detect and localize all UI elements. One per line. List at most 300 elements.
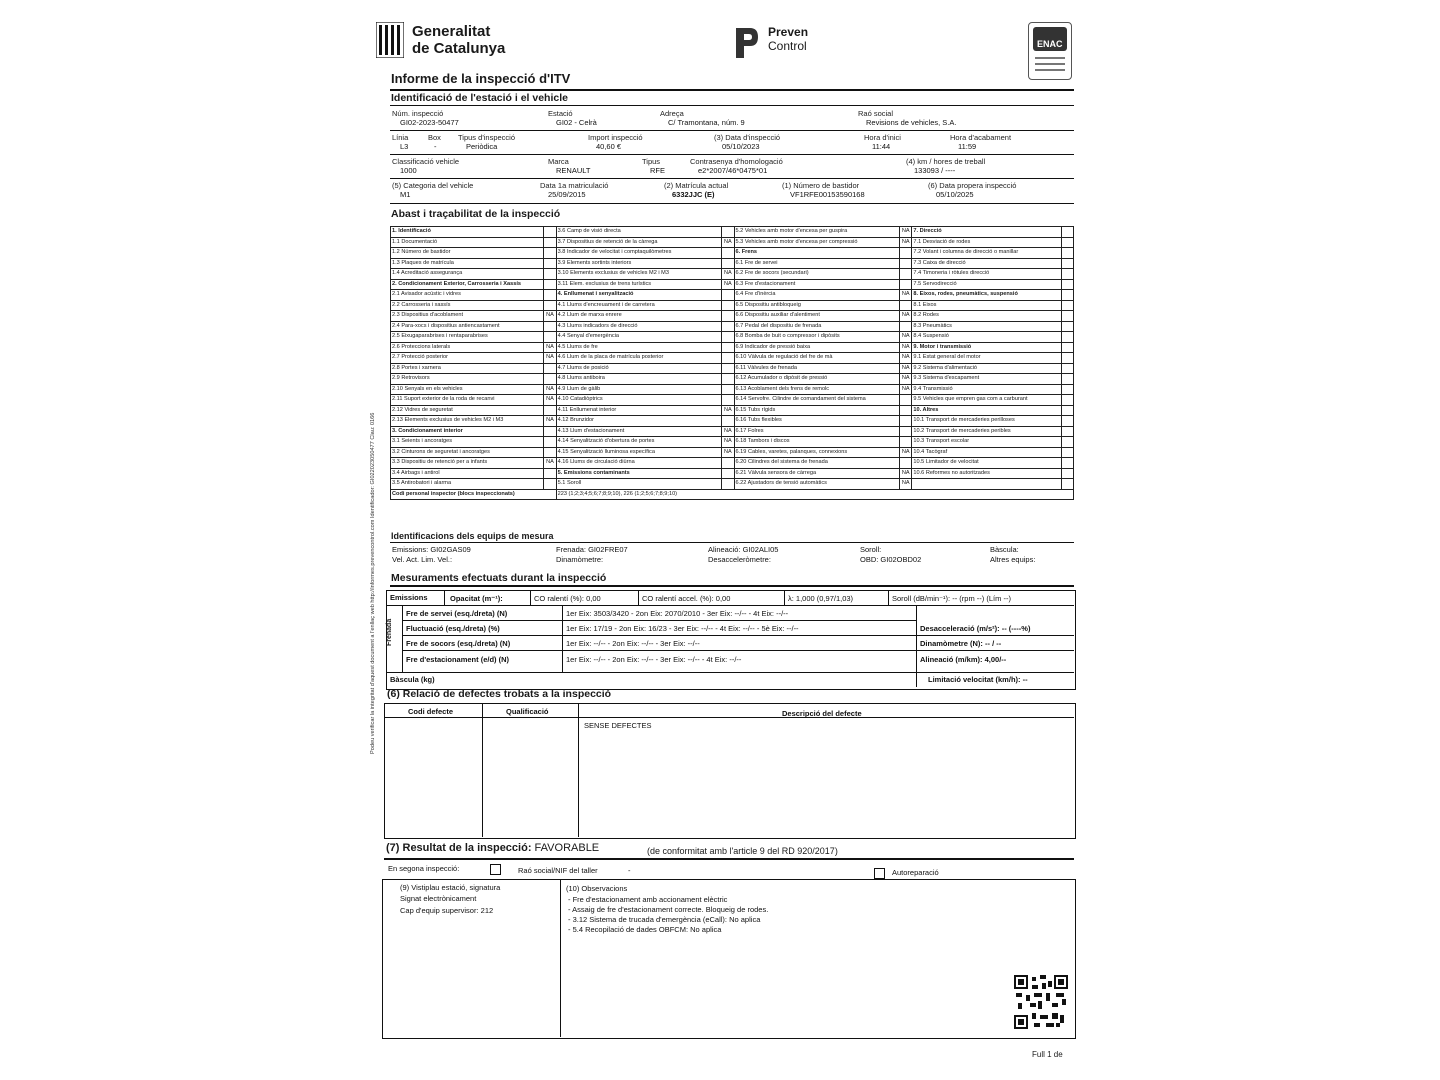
km: 133093 / ---- xyxy=(914,166,956,175)
segona-inspeccio-checkbox[interactable] xyxy=(490,864,501,875)
abast-row xyxy=(391,279,1074,290)
abast-na-cell: NA xyxy=(544,311,556,322)
categoria-label: (5) Categoria del vehicle xyxy=(392,181,474,190)
signat-electronicament: Signat electrònicament xyxy=(400,894,477,903)
import-label: Import inspecció xyxy=(588,133,643,142)
abast-na-cell xyxy=(1061,342,1073,353)
abast-item: 4.5 Llums de fre xyxy=(556,342,722,353)
abast-na-cell xyxy=(722,332,734,343)
abast-na-cell xyxy=(722,374,734,385)
categoria: M1 xyxy=(400,190,411,199)
abast-na-cell xyxy=(1061,426,1073,437)
abast-na-cell xyxy=(722,363,734,374)
contrasenya-label: Contrasenya d'homologació xyxy=(690,157,783,166)
abast-item: 1.2 Número de bastidor xyxy=(391,248,544,259)
abast-na-cell xyxy=(900,258,912,269)
abast-item: 6.16 Tubs flexibles xyxy=(734,416,900,427)
bastidor-label: (1) Número de bastidor xyxy=(782,181,860,190)
classificacio: 1000 xyxy=(400,166,417,175)
equip-bascula: Bàscula: xyxy=(990,545,1019,554)
abast-na-cell: NA xyxy=(544,384,556,395)
abast-na-cell xyxy=(722,227,734,238)
abast-na-cell xyxy=(900,416,912,427)
abast-na-cell: NA xyxy=(900,227,912,238)
qr-code-icon xyxy=(1014,975,1068,1029)
abast-item: 9.2 Sistema d'alimentació xyxy=(912,363,1061,374)
abast-item: 5. Emissions contaminants xyxy=(556,468,722,479)
abast-item: 7. Direcció xyxy=(912,227,1061,238)
abast-na-cell xyxy=(1061,447,1073,458)
mes-co-ralenti: CO ralentí (%): 0,00 xyxy=(534,594,601,603)
cap-equip: Cap d'equip supervisor: 212 xyxy=(400,906,494,915)
abast-na-cell xyxy=(900,269,912,280)
abast-item: 4.12 Brunzidor xyxy=(556,416,722,427)
abast-na-cell xyxy=(544,321,556,332)
footer-page: Full 1 de xyxy=(1032,1050,1063,1059)
hora-inici: 11:44 xyxy=(872,142,891,151)
abast-na-cell xyxy=(1061,437,1073,448)
abast-na-cell: NA xyxy=(544,342,556,353)
mes-socors: 1er Eix: --/-- - 2on Eix: --/-- - 3er Eix: --/-- xyxy=(566,639,700,648)
abast-item: 2. Condicionament Exterior, Carrosseria i Xassís xyxy=(391,279,544,290)
abast-row xyxy=(391,300,1074,311)
abast-item: 3.9 Elements sortints interiors xyxy=(556,258,722,269)
abast-item: 6.9 Indicador de pressió baixa xyxy=(734,342,900,353)
import: 40,60 € xyxy=(596,142,622,151)
abast-item: 10.5 Limitador de velocitat xyxy=(912,458,1061,469)
abast-na-cell: NA xyxy=(544,416,556,427)
abast-item: 4.4 Senyal d'emergència xyxy=(556,332,722,343)
abast-item: 3.11 Elem. exclusius de trens turístics xyxy=(556,279,722,290)
abast-na-cell xyxy=(900,279,912,290)
abast-row xyxy=(391,374,1074,385)
abast-na-cell xyxy=(544,447,556,458)
abast-item: 2.12 Vidres de seguretat xyxy=(391,405,544,416)
abast-item: 10.6 Reformes no autoritzades xyxy=(912,468,1061,479)
abast-item: 3.10 Elements exclusius de vehicles M2 i M3 xyxy=(556,269,722,280)
tipus-vehicle: RFE xyxy=(650,166,665,175)
resultat-row xyxy=(386,842,599,854)
abast-na-cell: NA xyxy=(544,395,556,406)
abast-row xyxy=(391,468,1074,479)
abast-na-cell xyxy=(544,269,556,280)
abast-na-cell xyxy=(900,248,912,259)
abast-item: 4.6 Llum de la placa de matrícula posterior xyxy=(556,353,722,364)
abast-na-cell xyxy=(1061,237,1073,248)
prevencontrol-logo-icon xyxy=(732,26,760,60)
abast-na-cell xyxy=(1061,290,1073,301)
abast-na-cell xyxy=(900,300,912,311)
mes-soroll: Soroll (dB/min⁻¹): -- (rpm --) (Lím --) xyxy=(892,594,1011,603)
abast-item: 4.10 Catadiòptrics xyxy=(556,395,722,406)
abast-row xyxy=(391,342,1074,353)
abast-na-cell xyxy=(1061,248,1073,259)
km-label: (4) km / hores de treball xyxy=(906,157,986,166)
enac-seal-icon xyxy=(1028,22,1072,80)
abast-row xyxy=(391,426,1074,437)
mes-fre-servei-label: Fre de servei (esq./dreta) (N) xyxy=(406,609,508,618)
abast-na-cell xyxy=(722,321,734,332)
abast-na-cell xyxy=(1061,479,1073,490)
abast-codi-row xyxy=(391,489,1074,500)
mes-limitacio: Limitació velocitat (km/h): -- xyxy=(928,675,1028,684)
abast-row xyxy=(391,384,1074,395)
abast-item: 7.4 Timoneria i ròtules direcció xyxy=(912,269,1061,280)
abast-na-cell: NA xyxy=(900,332,912,343)
abast-row xyxy=(391,416,1074,427)
abast-item: 6.2 Fre de socors (secundari) xyxy=(734,269,900,280)
abast-item: 3.7 Dispositius de retenció de la càrrega xyxy=(556,237,722,248)
data-inspeccio-label: (3) Data d'inspecció xyxy=(714,133,781,142)
abast-item: 8.2 Rodes xyxy=(912,311,1061,322)
mes-fre-servei: 1er Eix: 3503/3420 - 2on Eix: 2070/2010 - 3er Eix: --/-- - 4t Eix: --/-- xyxy=(566,609,789,618)
abast-na-cell xyxy=(1061,458,1073,469)
abast-na-cell xyxy=(1061,384,1073,395)
abast-item: 6.13 Acoblament dels frens de remolc xyxy=(734,384,900,395)
observacio-item: - 5.4 Recopilació de dades OBFCM: No aplica xyxy=(568,925,722,934)
abast-item: 2.3 Dispositius d'acoblament xyxy=(391,311,544,322)
observacio-item: - 3.12 Sistema de trucada d'emergència (eCall): No aplica xyxy=(568,915,761,924)
abast-na-cell xyxy=(1061,279,1073,290)
abast-na-cell xyxy=(1061,468,1073,479)
bastidor: VF1RFE00153590168 xyxy=(790,190,865,199)
abast-item: 6.17 Folres xyxy=(734,426,900,437)
abast-item: 1. Identificació xyxy=(391,227,544,238)
abast-na-cell: NA xyxy=(900,311,912,322)
abast-item: 3.4 Airbags i antirol xyxy=(391,468,544,479)
abast-item: 6.19 Cables, varetes, palanques, connexions xyxy=(734,447,900,458)
abast-na-cell xyxy=(722,290,734,301)
hora-acabament: 11:59 xyxy=(958,142,977,151)
abast-row xyxy=(391,258,1074,269)
abast-item: 2.10 Senyals en els vehicles xyxy=(391,384,544,395)
abast-item: 6. Frens xyxy=(734,248,900,259)
box: - xyxy=(434,142,437,151)
rao-taller-value: - xyxy=(628,866,631,875)
abast-na-cell xyxy=(722,468,734,479)
abast-na-cell xyxy=(1061,300,1073,311)
abast-item: 6.10 Vàlvula de regulació del fre de mà xyxy=(734,353,900,364)
abast-na-cell xyxy=(1061,269,1073,280)
propera: 05/10/2025 xyxy=(936,190,974,199)
abast-row xyxy=(391,405,1074,416)
linia: L3 xyxy=(400,142,409,151)
matricula-label: (2) Matrícula actual xyxy=(664,181,729,190)
abast-item: 2.2 Carrosseria i xassís xyxy=(391,300,544,311)
abast-table xyxy=(390,226,1074,516)
section-mesuraments: Mesuraments efectuats durant la inspecció xyxy=(391,572,607,584)
vistiplau-title: (9) Vistiplau estació, signatura xyxy=(400,883,501,892)
abast-na-cell xyxy=(1061,363,1073,374)
marca-label: Marca xyxy=(548,157,569,166)
abast-na-cell xyxy=(544,426,556,437)
abast-na-cell xyxy=(544,227,556,238)
abast-row xyxy=(391,237,1074,248)
abast-item: 6.4 Fre d'inèrcia xyxy=(734,290,900,301)
abast-item: 4.1 Llums d'encreuament i de carretera xyxy=(556,300,722,311)
abast-item: 7.3 Caixa de direcció xyxy=(912,258,1061,269)
rao-taller-label: Raó social/NIF del taller xyxy=(518,866,598,875)
abast-na-cell xyxy=(722,353,734,364)
abast-row xyxy=(391,363,1074,374)
abast-na-cell xyxy=(900,321,912,332)
report-title: Informe de la inspecció d'ITV xyxy=(391,71,571,86)
abast-na-cell xyxy=(1061,311,1073,322)
abast-item: 6.22 Ajustadors de tensió automàtics xyxy=(734,479,900,490)
abast-na-cell xyxy=(722,248,734,259)
enac-label: ENAC xyxy=(1037,39,1063,49)
abast-na-cell: NA xyxy=(544,458,556,469)
section-abast: Abast i traçabilitat de la inspecció xyxy=(391,208,561,220)
abast-item: 8. Eixos, rodes, pneumàtics, suspensió xyxy=(912,290,1061,301)
abast-na-cell xyxy=(1061,353,1073,364)
hora-inici-label: Hora d'inici xyxy=(864,133,901,142)
abast-item: 6.6 Dispositiu auxiliar d'alentiment xyxy=(734,311,900,322)
equip-alineacio: Alineació: GI02ALI05 xyxy=(708,545,779,554)
abast-na-cell: NA xyxy=(722,237,734,248)
section-defectes: (6) Relació de defectes trobats a la inspecció xyxy=(387,688,612,700)
rao-social-label: Raó social xyxy=(858,109,894,118)
abast-na-cell: NA xyxy=(722,279,734,290)
section-identificacio: Identificació de l'estació i el vehicle xyxy=(391,92,568,104)
abast-item: 7.1 Desviació de rodes xyxy=(912,237,1061,248)
abast-na-cell xyxy=(544,479,556,490)
company-name-line1: Preven xyxy=(768,25,809,39)
abast-row xyxy=(391,311,1074,322)
abast-row xyxy=(391,353,1074,364)
abast-row xyxy=(391,269,1074,280)
abast-item: 4.11 Enllumenat interior xyxy=(556,405,722,416)
estacio: GI02 - Celrà xyxy=(556,118,597,127)
abast-item: 8.1 Eixos xyxy=(912,300,1061,311)
abast-item: 10.3 Transport escolar xyxy=(912,437,1061,448)
company-name-line2: Control xyxy=(768,39,807,53)
abast-row xyxy=(391,290,1074,301)
abast-na-cell: NA xyxy=(900,384,912,395)
equip-dinamometre: Dinamòmetre: xyxy=(556,555,604,564)
equip-emissions: Emissions: GI02GAS09 xyxy=(392,545,471,554)
abast-item: 9.5 Vehicles que empren gas com a carburant xyxy=(912,395,1061,406)
abast-na-cell xyxy=(544,237,556,248)
abast-item: 2.9 Retrovisors xyxy=(391,374,544,385)
mes-lambda: λ: 1,000 (0,97/1,03) xyxy=(788,594,854,603)
abast-na-cell: NA xyxy=(722,269,734,280)
autoreparacio-checkbox[interactable] xyxy=(874,868,885,879)
mes-fluctuacio: 1er Eix: 17/19 - 2on Eix: 16/23 - 3er Eix: --/-- - 4t Eix: --/-- - 5è Eix: --/-- xyxy=(566,624,799,633)
equip-obd: OBD: GI02OBD02 xyxy=(860,555,922,564)
abast-item: 4.3 Llums indicadors de direcció xyxy=(556,321,722,332)
abast-item: 3.8 Indicador de velocitat i comptaquilòmetres xyxy=(556,248,722,259)
abast-na-cell: NA xyxy=(900,237,912,248)
abast-item: 6.18 Tambors i discos xyxy=(734,437,900,448)
abast-item: 6.15 Tubs rígids xyxy=(734,405,900,416)
abast-item: 4.7 Llums de posició xyxy=(556,363,722,374)
matriculacio: 25/09/2015 xyxy=(548,190,586,199)
abast-na-cell xyxy=(722,342,734,353)
abast-na-cell xyxy=(1061,321,1073,332)
codi-inspector-label: Codi personal inspector (blocs inspeccionats) xyxy=(391,489,557,500)
abast-na-cell: NA xyxy=(722,447,734,458)
abast-na-cell xyxy=(544,248,556,259)
abast-na-cell xyxy=(722,311,734,322)
abast-na-cell: NA xyxy=(900,468,912,479)
abast-na-cell xyxy=(722,258,734,269)
abast-na-cell xyxy=(544,374,556,385)
mes-bascula: Bàscula (kg) xyxy=(390,675,435,684)
abast-item: 2.5 Eixugaparabrises i rentaparabrises xyxy=(391,332,544,343)
abast-na-cell xyxy=(544,300,556,311)
section-equips: Identificacions dels equips de mesura xyxy=(391,531,554,541)
abast-item: 2.13 Elements exclusius de vehicles M2 i M3 xyxy=(391,416,544,427)
abast-na-cell xyxy=(722,395,734,406)
data-inspeccio: 05/10/2023 xyxy=(722,142,760,151)
mes-estac-label: Fre d'estacionament (e/d) (N) xyxy=(406,655,510,664)
hora-acabament-label: Hora d'acabament xyxy=(950,133,1012,142)
abast-item: 1.4 Acreditació assegurança xyxy=(391,269,544,280)
adreca: C/ Tramontana, núm. 9 xyxy=(668,118,745,127)
observacio-item: - Fre d'estacionament amb accionament elèctric xyxy=(568,895,728,904)
abast-item: 10.4 Tacògraf xyxy=(912,447,1061,458)
abast-item: 10. Altres xyxy=(912,405,1061,416)
estacio-label: Estació xyxy=(548,109,573,118)
abast-item: 10.2 Transport de mercaderies peribles xyxy=(912,426,1061,437)
tipus-inspeccio: Periòdica xyxy=(466,142,498,151)
abast-na-cell xyxy=(544,405,556,416)
abast-item: 4.16 Llums de circulació diürna xyxy=(556,458,722,469)
abast-item: 6.3 Fre d'estacionament xyxy=(734,279,900,290)
abast-item: 4.2 Llum de marxa enrere xyxy=(556,311,722,322)
mes-emissions: Emissions xyxy=(390,593,428,602)
resultat-value: FAVORABLE xyxy=(534,842,600,854)
abast-item: 6.11 Vàlvules de frenada xyxy=(734,363,900,374)
abast-item: 6.14 Servofre. Cilindre de comandament del sistema xyxy=(734,395,900,406)
abast-row xyxy=(391,227,1074,238)
equip-altres: Altres equips: xyxy=(990,555,1036,564)
abast-item: 3. Condicionament interior xyxy=(391,426,544,437)
abast-item: 2.6 Proteccions laterals xyxy=(391,342,544,353)
abast-item: 2.11 Suport exterior de la roda de recanvi xyxy=(391,395,544,406)
mes-co-accel: CO ralentí accel. (%): 0,00 xyxy=(642,594,731,603)
abast-item: 1.1 Documentació xyxy=(391,237,544,248)
matriculacio-label: Data 1a matriculació xyxy=(540,181,609,190)
observacio-item: - Assaig de fre d'estacionament correcte. Bloqueig de rodes. xyxy=(568,905,769,914)
matricula: 6332JJC (E) xyxy=(672,190,715,199)
abast-na-cell xyxy=(1061,227,1073,238)
abast-row xyxy=(391,437,1074,448)
abast-na-cell xyxy=(544,279,556,290)
abast-item: 5.1 Soroll xyxy=(556,479,722,490)
abast-grid xyxy=(390,226,1074,500)
abast-na-cell xyxy=(1061,395,1073,406)
marca: RENAULT xyxy=(556,166,591,175)
abast-na-cell xyxy=(722,384,734,395)
defecte-descripcio: SENSE DEFECTES xyxy=(584,721,652,730)
abast-item: 3.5 Antirobatori i alarma xyxy=(391,479,544,490)
abast-item: 8.4 Suspensió xyxy=(912,332,1061,343)
itv-report-page xyxy=(372,12,1084,1072)
abast-item: 3.3 Dispositiu de retenció per a infants xyxy=(391,458,544,469)
abast-na-cell xyxy=(544,437,556,448)
contrasenya: e2*2007/46*0475*01 xyxy=(698,166,768,175)
abast-na-cell xyxy=(544,363,556,374)
equip-soroll: Soroll: xyxy=(860,545,882,554)
abast-item xyxy=(912,479,1061,490)
equip-vel: Vel. Act. Lim. Vel.: xyxy=(392,555,453,564)
abast-na-cell xyxy=(544,468,556,479)
abast-na-cell: NA xyxy=(722,405,734,416)
box-label: Box xyxy=(428,133,441,142)
abast-row xyxy=(391,332,1074,343)
abast-item: 8.3 Pneumàtics xyxy=(912,321,1061,332)
tipus-vehicle-label: Tipus xyxy=(642,157,661,166)
abast-item: 7.5 Servodirecció xyxy=(912,279,1061,290)
abast-na-cell xyxy=(900,395,912,406)
side-verification-text: Podeu verificar la integritat d'aquest document a l'enllaç web http://informes.prevencontrol.com Identificador: GI022023050477 Clau: 0166 xyxy=(370,412,376,754)
abast-na-cell xyxy=(1061,416,1073,427)
equip-frenada: Frenada: GI02FRE07 xyxy=(556,545,628,554)
abast-item: 2.1 Avisador acústic i vidres xyxy=(391,290,544,301)
abast-na-cell xyxy=(900,426,912,437)
abast-row xyxy=(391,447,1074,458)
abast-item: 1.3 Plaques de matrícula xyxy=(391,258,544,269)
abast-na-cell xyxy=(722,458,734,469)
mes-estac: 1er Eix: --/-- - 2on Eix: --/-- - 3er Eix: --/-- - 4t Eix: --/-- xyxy=(566,655,742,664)
abast-na-cell: NA xyxy=(722,426,734,437)
adreca-label: Adreça xyxy=(660,109,684,118)
abast-na-cell xyxy=(1061,374,1073,385)
abast-na-cell xyxy=(900,437,912,448)
mes-socors-label: Fre de socors (esq./dreta) (N) xyxy=(406,639,511,648)
mes-opacitat: Opacitat (m⁻¹): xyxy=(450,594,503,603)
abast-na-cell: NA xyxy=(544,353,556,364)
num-inspeccio: GI02-2023-50477 xyxy=(400,118,459,127)
abast-na-cell: NA xyxy=(900,374,912,385)
linia-label: Línia xyxy=(392,133,409,142)
abast-item: 9.4 Transmissió xyxy=(912,384,1061,395)
classificacio-label: Classificació vehicle xyxy=(392,157,460,166)
abast-item: 6.21 Vàlvula sensora de càrrega xyxy=(734,468,900,479)
rao-social: Revisions de vehicles, S.A. xyxy=(866,118,957,127)
abast-row xyxy=(391,479,1074,490)
codi-inspector-value: 223 (1;2;3;4;5;6;7;8;9;10), 226 (1;2;5;6;7;8;9;10) xyxy=(556,489,1073,500)
abast-item: 3.2 Cinturons de seguretat i ancoratges xyxy=(391,447,544,458)
abast-item: 6.5 Dispositiu antibloqueig xyxy=(734,300,900,311)
org-name-line2: de Catalunya xyxy=(412,40,506,57)
tipus-inspeccio-label: Tipus d'inspecció xyxy=(458,133,516,142)
col-codi-defecte: Codi defecte xyxy=(408,707,454,716)
mes-fluctuacio-label: Fluctuació (esq./dreta) (%) xyxy=(406,624,500,633)
mes-frenada-label: Frenada xyxy=(386,618,393,646)
segona-inspeccio-label: En segona inspecció: xyxy=(388,864,460,873)
equip-desaccelerometre: Desacceleròmetre: xyxy=(708,555,771,564)
abast-na-cell: NA xyxy=(900,447,912,458)
abast-item: 4.13 Llum d'estacionament xyxy=(556,426,722,437)
generalitat-logo-icon xyxy=(376,22,404,58)
abast-na-cell: NA xyxy=(900,353,912,364)
abast-item: 7.2 Volant i columna de direcció o manillar xyxy=(912,248,1061,259)
abast-na-cell: NA xyxy=(900,290,912,301)
resultat-note: (de conformitat amb l'article 9 del RD 920/2017) xyxy=(647,846,838,856)
abast-na-cell xyxy=(544,258,556,269)
abast-row xyxy=(391,395,1074,406)
col-qualificacio: Qualificació xyxy=(506,707,549,716)
abast-item: 3.6 Camp de visió directa xyxy=(556,227,722,238)
abast-row xyxy=(391,248,1074,259)
abast-na-cell xyxy=(722,300,734,311)
abast-na-cell xyxy=(900,458,912,469)
abast-na-cell: NA xyxy=(900,479,912,490)
col-descripcio: Descripció del defecte xyxy=(782,709,862,718)
